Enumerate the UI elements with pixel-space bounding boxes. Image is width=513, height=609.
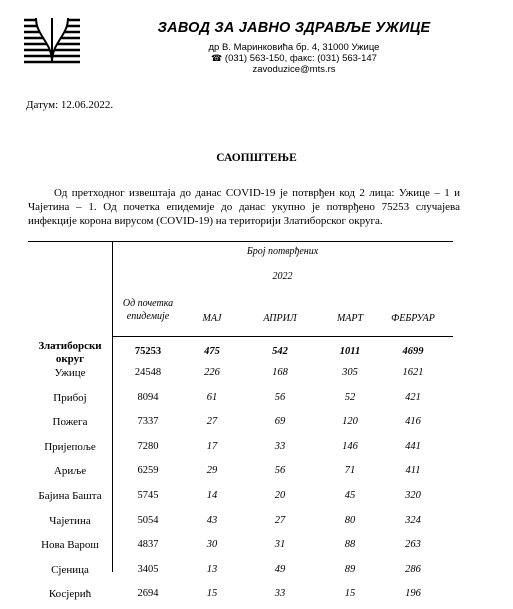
row-name: Пријепоље <box>44 440 96 453</box>
row-name: Сјеница <box>51 563 89 576</box>
institution-name: ЗАВОД ЗА ЈАВНО ЗДРАВЉЕ УЖИЦЕ <box>157 20 431 36</box>
phone-fax-text: (031) 563-150, факс: (031) 563-147 <box>224 53 377 64</box>
column-header-april: АПРИЛ <box>263 313 297 324</box>
document-title: САОПШТЕЊЕ <box>216 152 297 164</box>
cell-may: 14 <box>206 490 218 501</box>
row-name: Бајина Башта <box>38 490 102 502</box>
cell-march: 71 <box>344 465 356 477</box>
cell-april: 20 <box>274 490 286 501</box>
institute-logo-icon <box>22 16 82 64</box>
cell-since-start: 6259 <box>137 465 159 477</box>
cell-since-start: 8094 <box>137 391 159 403</box>
cell-may: 29 <box>206 465 218 477</box>
cell-may: 27 <box>206 416 218 428</box>
row-name: Нова Варош <box>41 539 99 552</box>
cell-february: 441 <box>405 440 421 452</box>
cell-may: 13 <box>206 563 218 575</box>
cell-may: 43 <box>206 514 218 526</box>
cell-may: 475 <box>204 346 220 357</box>
cell-since-start: 4837 <box>137 539 159 551</box>
table-row <box>28 561 453 585</box>
institution-phone <box>100 53 488 64</box>
column-header-february: ФЕБРУАР <box>391 313 435 324</box>
table-row <box>28 389 453 413</box>
cell-since-start: 75253 <box>134 346 162 357</box>
cell-february: 421 <box>405 391 421 403</box>
row-name: Прибој <box>53 391 87 404</box>
cell-february: 320 <box>405 490 421 501</box>
cell-march: 52 <box>344 391 356 403</box>
cell-may: 15 <box>206 588 218 600</box>
cell-february: 286 <box>405 563 421 575</box>
cell-april: 56 <box>274 391 286 403</box>
cell-february: 411 <box>405 465 421 477</box>
cell-may: 17 <box>206 440 218 452</box>
cell-since-start: 5745 <box>137 490 159 501</box>
column-header-may: МАЈ <box>202 313 222 324</box>
row-name: Пожега <box>52 416 88 429</box>
row-name: Златиборски округ <box>38 340 102 365</box>
cell-since-start: 24548 <box>134 367 162 378</box>
row-name: Чајетина <box>49 514 91 527</box>
row-name: Ариље <box>53 465 87 478</box>
cell-april: 31 <box>274 539 286 551</box>
cell-february: 324 <box>405 514 421 526</box>
column-header-march: МАРТ <box>336 313 364 324</box>
cell-april: 27 <box>274 514 286 526</box>
cell-april: 33 <box>274 588 286 600</box>
table-row <box>28 512 453 536</box>
cell-may: 30 <box>206 539 218 551</box>
cell-march: 45 <box>344 490 356 501</box>
cell-march: 15 <box>344 588 356 600</box>
cell-april: 168 <box>272 367 288 378</box>
cell-april: 33 <box>274 440 286 452</box>
cell-march: 146 <box>342 440 358 452</box>
cell-april: 542 <box>272 346 288 357</box>
row-name: Ужице <box>54 367 86 379</box>
table-row <box>28 364 453 388</box>
announcement-paragraph: Од претходног извештаја до данас COVID-19 је потврђен код 2 лица: Ужице – 1 и Чајетина – 1. Од почетка епидемије до данас укупно је потврђено 75253 случајева инфекције корона вирусом (COVID-19) на територији Златиборског округа. <box>28 187 460 227</box>
cell-february: 263 <box>405 539 421 551</box>
table-header-group: Број потврђених <box>246 246 319 257</box>
cell-april: 56 <box>274 465 286 477</box>
table-row <box>28 487 453 511</box>
cell-march: 88 <box>344 539 356 551</box>
cell-february: 1621 <box>402 367 424 378</box>
cell-march: 80 <box>344 514 356 526</box>
cell-since-start: 5054 <box>137 514 159 526</box>
row-name: Косјерић <box>48 588 92 601</box>
table-row <box>28 413 453 437</box>
institution-email: zavoduzice@mts.rs <box>252 64 336 75</box>
cell-february: 416 <box>405 416 421 428</box>
table-row <box>28 585 453 609</box>
cell-march: 120 <box>342 416 358 428</box>
table-row <box>28 462 453 486</box>
telephone-icon: ☎ <box>211 53 223 63</box>
cell-since-start: 7280 <box>137 440 159 452</box>
column-header-since-start: Од почетка епидемије <box>122 298 174 322</box>
cell-february: 196 <box>405 588 421 600</box>
cell-march: 305 <box>342 367 358 378</box>
cell-may: 61 <box>206 391 218 403</box>
cell-march: 1011 <box>339 346 361 357</box>
table-header-year: 2022 <box>272 271 293 282</box>
table-row <box>28 336 453 365</box>
cell-since-start: 2694 <box>137 588 159 600</box>
cell-may: 226 <box>204 367 220 378</box>
cell-march: 89 <box>344 563 356 575</box>
cell-february: 4699 <box>402 346 424 357</box>
table-top-border <box>28 241 453 242</box>
table-row <box>28 438 453 462</box>
table-row <box>28 536 453 560</box>
cell-since-start: 7337 <box>137 416 159 428</box>
cell-since-start: 3405 <box>137 563 159 575</box>
document-date: Датум: 12.06.2022. <box>26 99 114 111</box>
cell-april: 49 <box>274 563 286 575</box>
institution-address: др В. Маринковића бр. 4, 31000 Ужице <box>208 42 380 53</box>
cell-april: 69 <box>274 416 286 428</box>
